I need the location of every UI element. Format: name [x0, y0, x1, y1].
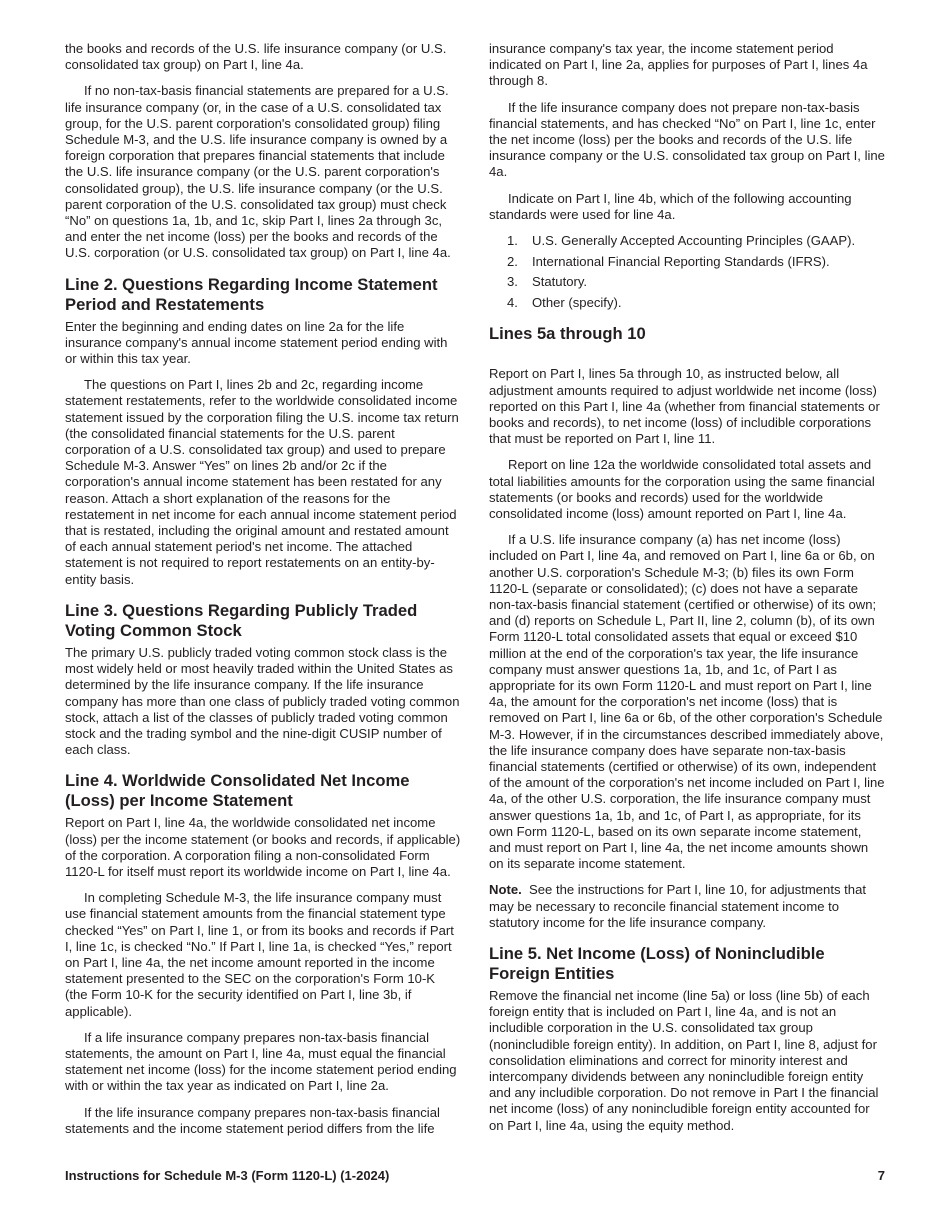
- list-text: Other (specify).: [532, 295, 622, 311]
- paragraph: If a life insurance company prepares non-tax-basis financial statements, the amount on Part I, line 4a, must equal the financial statement net income (loss) for the income statement period ending with or within the tax year as indicated on Part I, line 2a.: [65, 1029, 457, 1094]
- list-number: 3.: [507, 274, 518, 290]
- list-item: [489, 295, 885, 311]
- left-column: [65, 41, 461, 1147]
- section-heading-line-3: Line 3. Questions Regarding Publicly Traded Voting Common Stock: [65, 600, 418, 640]
- footer-title: Instructions for Schedule M-3 (Form 1120-L) (1-2024): [65, 1168, 390, 1183]
- paragraph: Report on Part I, lines 5a through 10, as instructed below, all adjustment amounts required to adjust worldwide net income (loss) reported on this Part I, line 4a (whether from financial statements or books and records), to net income (loss) of includible corporations that must be reported on Part I, line 11.: [489, 366, 880, 447]
- list-number: 1.: [507, 233, 518, 249]
- paragraph: If no non-tax-basis financial statements are prepared for a U.S. life insurance company (or, in the case of a U.S. consolidated tax group, for the U.S. parent corporation's consolidated group) filing Schedule M-3, and the U.S. life insurance company is owned by a foreign corporation that prepares financial statements that include the U.S. life insurance company (or the U.S. parent corporation's consolidated group), the U.S. life insurance company (or the U.S. parent corporation of the U.S. consolidated tax group) must check “No” on questions 1a, 1b, and 1c, skip Part I, lines 2a through 3c, and enter the net income (loss) per the books and records of the U.S. corporation (or U.S. consolidated tax group) on Part I, line 4a.: [65, 83, 451, 261]
- paragraph: Report on Part I, line 4a, the worldwide consolidated net income (loss) per the income statement (or books and records, if applicable) of the corporation. A corporation filing a non-consolidated Form 1120-L for itself must report its worldwide income on Part I, line 4a.: [65, 815, 461, 879]
- list-number: 2.: [507, 253, 518, 269]
- paragraph: Enter the beginning and ending dates on line 2a for the life insurance company's annual income statement period ending with or within this tax year.: [65, 318, 448, 367]
- list-item: [489, 274, 885, 290]
- right-column: [489, 41, 885, 1144]
- accounting-standards-list: [489, 233, 885, 311]
- list-text: U.S. Generally Accepted Accounting Principles (GAAP).: [532, 233, 856, 249]
- paragraph: In completing Schedule M-3, the life insurance company must use financial statement amounts from the financial statement type checked “Yes” on Part I, line 1, or from its books and records if Part I, line 1c, is checked “No.” If Part I, line 1a, is checked “Yes,” report on Part I, line 4a, the net income amount reported in the income statement presented to the SEC on the corporation's Form 10-K (the Form 10-K for the security identified on Part I, line 3b, if applicable).: [65, 890, 454, 1019]
- page-footer: [65, 1168, 885, 1183]
- page-number: 7: [877, 1168, 885, 1183]
- paragraph: Report on line 12a the worldwide consolidated total assets and total liabilities amounts for the corporation using the same financial statements (or books and records) used for the worldwide consolidated income (loss) amount reported on Part I, line 4a.: [489, 457, 875, 521]
- paragraph: insurance company's tax year, the income statement period indicated on Part I, line 2a, applies for purposes of Part I, lines 4a through 8.: [489, 41, 868, 89]
- paragraph: If the life insurance company prepares non-tax-basis financial statements and the income statement period differs from the life: [65, 1104, 440, 1136]
- section-heading-lines-5a-10: Lines 5a through 10: [489, 324, 646, 344]
- paragraph: Indicate on Part I, line 4b, which of the following accounting standards were used for line 4a.: [489, 190, 852, 222]
- note-paragraph: [489, 882, 885, 931]
- note-label: Note.: [489, 882, 522, 898]
- paragraph: If a U.S. life insurance company (a) has net income (loss) included on Part I, line 4a, and removed on Part I, line 6a or 6b, on another U.S. corporation's Schedule M-3; (b) files its own Form 1120-L (separate or consolidated); (c) does not have a separate non-tax-basis financial statement (certified or otherwise) of its own; and (d) reports on Schedule L, Part II, line 2, column (b), of its own Form 1120-L total consolidated assets that equal or exceed $10 million at the end of the corporation's tax year, the life insurance company must answer questions 1a, 1b, and 1c, of Part I as appropriate for its own Form 1120-L and must report on Part I, line 4a, the amount for the corporation's net income (loss) that is removed on Part I, line 6a or 6b, of the other corporation's Schedule M-3. However, if in the circumstances described immediately above, the life insurance company does have separate non-tax-basis financial statements (certified or otherwise) of its own, independent of the amount of the corporation's net income included on Part I, line 4a, of the other U.S. corporation, the life insurance company must answer questions 1a, 1b, and 1c, of Part I, as appropriate, for its own Form 1120-L, based on its own separate income statement, and must report on Part I, line 4a, the net income amounts shown on its separate income statement.: [489, 532, 885, 872]
- list-text: Statutory.: [532, 274, 588, 290]
- paragraph: Remove the financial net income (line 5a) or loss (line 5b) of each foreign entity that is included on Part I, line 4a, and is not an includible corporation in the U.S. consolidated tax group (nonincludible foreign entity). In addition, on Part I, line 8, adjust for consolidation eliminations and correct for minority interest and intercompany dividends between any nonincludible foreign entity and any includible corporation. Do not remove in Part I the financial net income (loss) of any nonincludible foreign entity accounted for on Part I, line 4a, using the equity method.: [489, 988, 879, 1133]
- note-text: See the instructions for Part I, line 10, for adjustments that may be necessary to reconcile financial statement income to statutory income for the life insurance company.: [489, 882, 866, 930]
- section-heading-line-2: Line 2. Questions Regarding Income Statement Period and Restatements: [65, 274, 438, 314]
- list-item: [489, 254, 885, 270]
- section-heading-line-5: Line 5. Net Income (Loss) of Nonincludible Foreign Entities: [489, 944, 825, 984]
- list-text: International Financial Reporting Standards (IFRS).: [532, 253, 830, 269]
- section-heading-line-4: Line 4. Worldwide Consolidated Net Income (Loss) per Income Statement: [65, 771, 410, 811]
- paragraph: The questions on Part I, lines 2b and 2c, regarding income statement restatements, refer to the worldwide consolidated income statement issued by the corporation filing the U.S. income tax return (the consolidated financial statements for the U.S. parent corporation of a U.S. consolidated tax group) and used to prepare Schedule M-3. Answer “Yes” on lines 2b and/or 2c if the corporation's annual income statement has been restated for any reason. Attach a short explanation of the reasons for the restatement in net income for each annual income statement period that is restated, including the original amount and restated amount of each annual statement period's net income. The attached statement is not required to report restatements on an entity-by-entity basis.: [65, 377, 459, 587]
- paragraph: the books and records of the U.S. life insurance company (or U.S. consolidated tax group) on Part I, line 4a.: [65, 41, 447, 73]
- list-number: 4.: [507, 295, 518, 311]
- list-item: [489, 233, 885, 249]
- paragraph: The primary U.S. publicly traded voting common stock class is the most widely held or most heavily traded within the United States as determined by the life insurance company. If the life insurance company has more than one class of publicly traded voting common stock, attach a list of the classes of publicly traded voting common stock and the trading symbol and the nine-digit CUSIP number of each class.: [65, 644, 460, 758]
- paragraph: If the life insurance company does not prepare non-tax-basis financial statements, and has checked “No” on Part I, line 1c, enter the net income (loss) per the books and records of the U.S. life insurance company or the U.S. consolidated tax group on Part I, line 4a.: [489, 99, 885, 180]
